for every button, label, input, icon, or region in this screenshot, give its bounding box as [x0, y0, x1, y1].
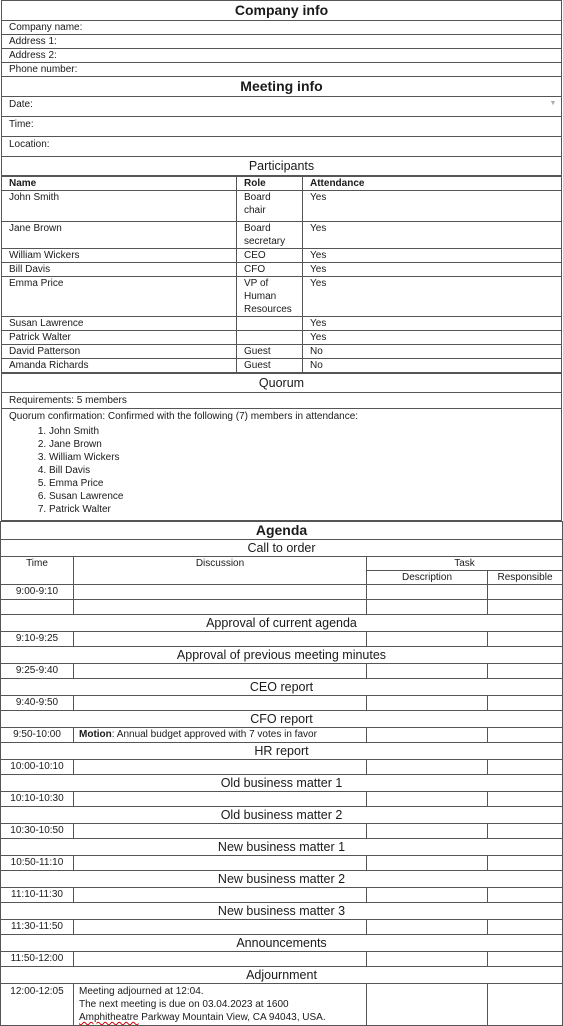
slot-responsible[interactable]: [488, 664, 563, 679]
adjournment-line-1: Meeting adjourned at 12:04.: [79, 986, 204, 997]
date-label: Date:: [9, 99, 33, 110]
address-2-field[interactable]: Address 2:: [2, 49, 562, 63]
slot-description[interactable]: [367, 664, 488, 679]
participant-name: Emma Price: [2, 277, 237, 317]
agenda-title: Agenda: [1, 522, 563, 540]
adjournment-line-3: [79, 1011, 361, 1024]
participant-attendance: Yes: [303, 222, 562, 249]
slot-time: 10:00-10:10: [1, 760, 74, 775]
participant-name: Amanda Richards: [2, 359, 237, 373]
header-discussion: Discussion: [74, 557, 367, 585]
header-role: Role: [237, 177, 303, 191]
address-1-field[interactable]: Address 1:: [2, 35, 562, 49]
slot-responsible[interactable]: [488, 888, 563, 903]
date-field[interactable]: [2, 97, 562, 117]
slot-time: 9:10-9:25: [1, 632, 74, 647]
location-field[interactable]: Location:: [2, 137, 562, 157]
header-attendance: Attendance: [303, 177, 562, 191]
slot-responsible[interactable]: [488, 856, 563, 871]
section-title: HR report: [1, 743, 563, 760]
section-title: New business matter 1: [1, 839, 563, 856]
slot-description[interactable]: [367, 856, 488, 871]
motion-label: Motion: [79, 729, 112, 740]
slot-responsible[interactable]: [488, 792, 563, 807]
call-to-order-title: Call to order: [1, 540, 563, 557]
section-title: CEO report: [1, 679, 563, 696]
participant-role: VP of Human Resources: [237, 277, 303, 317]
slot-responsible[interactable]: [488, 952, 563, 967]
adjournment-title: Adjournment: [1, 967, 563, 984]
participant-role: CFO: [237, 263, 303, 277]
section-title: New business matter 3: [1, 903, 563, 920]
section-title: Approval of current agenda: [1, 615, 563, 632]
participants-title: Participants: [2, 157, 562, 176]
table-row: [2, 222, 562, 249]
slot-discussion[interactable]: [74, 824, 367, 839]
slot-time: 12:00-12:05: [1, 984, 74, 1026]
participant-name: William Wickers: [2, 249, 237, 263]
participant-role: [237, 317, 303, 331]
participant-attendance: No: [303, 359, 562, 373]
list-item: 3. William Wickers: [49, 451, 554, 464]
slot-discussion[interactable]: [74, 984, 367, 1026]
table-row: [2, 317, 562, 331]
list-item: 5. Emma Price: [49, 477, 554, 490]
participant-name: Susan Lawrence: [2, 317, 237, 331]
chevron-down-icon[interactable]: ▼: [549, 100, 557, 107]
slot-description[interactable]: [367, 920, 488, 935]
participant-role: Board secretary: [237, 222, 303, 249]
participant-attendance: No: [303, 345, 562, 359]
header-time: Time: [1, 557, 74, 585]
agenda-table: [0, 521, 563, 1026]
phone-number-field[interactable]: Phone number:: [2, 63, 562, 77]
participant-role: [237, 331, 303, 345]
section-title: New business matter 2: [1, 871, 563, 888]
participants-table: [1, 176, 562, 373]
section-title: Old business matter 2: [1, 807, 563, 824]
slot-responsible[interactable]: [488, 920, 563, 935]
slot-discussion[interactable]: [74, 728, 367, 743]
spellcheck-word: Amphitheatre: [79, 1012, 139, 1023]
slot-time: 9:40-9:50: [1, 696, 74, 711]
slot-responsible[interactable]: [488, 728, 563, 743]
table-row: [2, 345, 562, 359]
adjournment-line-2: The next meeting is due on 03.04.2023 at 1600: [79, 999, 289, 1010]
slot-responsible[interactable]: [488, 760, 563, 775]
list-item: 7. Patrick Walter: [49, 503, 554, 516]
slot-description[interactable]: [367, 760, 488, 775]
participant-role: Guest: [237, 345, 303, 359]
time-field[interactable]: Time:: [2, 117, 562, 137]
quorum-table: [1, 373, 562, 521]
slot-responsible[interactable]: [488, 696, 563, 711]
header-task: Task: [367, 557, 563, 571]
slot-description[interactable]: [367, 888, 488, 903]
participant-attendance: Yes: [303, 191, 562, 222]
participant-attendance: Yes: [303, 263, 562, 277]
slot-description[interactable]: [367, 952, 488, 967]
slot-discussion[interactable]: [74, 920, 367, 935]
participant-attendance: Yes: [303, 277, 562, 317]
table-row: [2, 191, 562, 222]
participant-name: Bill Davis: [2, 263, 237, 277]
slot-discussion[interactable]: [74, 664, 367, 679]
section-title: CFO report: [1, 711, 563, 728]
slot-description[interactable]: [367, 632, 488, 647]
slot-description[interactable]: [367, 824, 488, 839]
table-row: [2, 249, 562, 263]
slot-responsible[interactable]: [488, 600, 563, 615]
slot-discussion[interactable]: [74, 585, 367, 600]
participant-role: Guest: [237, 359, 303, 373]
slot-time: 9:25-9:40: [1, 664, 74, 679]
participant-attendance: Yes: [303, 331, 562, 345]
section-title: Old business matter 1: [1, 775, 563, 792]
slot-discussion[interactable]: [74, 600, 367, 615]
slot-responsible[interactable]: [488, 632, 563, 647]
quorum-members-list: [9, 425, 554, 516]
participant-name: John Smith: [2, 191, 237, 222]
table-row: [2, 263, 562, 277]
slot-description[interactable]: [367, 984, 488, 1026]
slot-discussion[interactable]: [74, 792, 367, 807]
list-item: 4. Bill Davis: [49, 464, 554, 477]
quorum-confirmation-cell: [2, 409, 562, 521]
table-row: [2, 277, 562, 317]
slot-description[interactable]: [367, 696, 488, 711]
slot-time: 10:30-10:50: [1, 824, 74, 839]
slot-discussion[interactable]: [74, 888, 367, 903]
section-title: Announcements: [1, 935, 563, 952]
meeting-info-title: Meeting info: [2, 77, 562, 97]
quorum-title: Quorum: [2, 374, 562, 393]
table-row: [2, 359, 562, 373]
participant-name: Patrick Walter: [2, 331, 237, 345]
quorum-confirmation: Quorum confirmation: Confirmed with the following (7) members in attendance:: [9, 411, 359, 422]
header-description: Description: [367, 571, 488, 585]
participant-name: Jane Brown: [2, 222, 237, 249]
slot-responsible[interactable]: [488, 585, 563, 600]
slot-time: 10:50-11:10: [1, 856, 74, 871]
slot-description[interactable]: [367, 600, 488, 615]
list-item: 2. Jane Brown: [49, 438, 554, 451]
slot-responsible[interactable]: [488, 984, 563, 1026]
section-title: Approval of previous meeting minutes: [1, 647, 563, 664]
header-name: Name: [2, 177, 237, 191]
company-info-title: Company info: [2, 1, 562, 21]
slot-time: 11:30-11:50: [1, 920, 74, 935]
slot-discussion[interactable]: [74, 856, 367, 871]
quorum-requirements: Requirements: 5 members: [2, 393, 562, 409]
list-item: 6. Susan Lawrence: [49, 490, 554, 503]
company-info-table: [1, 0, 562, 176]
list-item: 1. John Smith: [49, 425, 554, 438]
slot-description[interactable]: [367, 728, 488, 743]
participant-name: David Patterson: [2, 345, 237, 359]
motion-text: : Annual budget approved with 7 votes in favor: [111, 729, 317, 740]
slot-responsible[interactable]: [488, 824, 563, 839]
table-row: [2, 331, 562, 345]
participant-attendance: Yes: [303, 317, 562, 331]
participant-role: Board chair: [237, 191, 303, 222]
slot-discussion[interactable]: [74, 760, 367, 775]
participant-role: CEO: [237, 249, 303, 263]
slot-description[interactable]: [367, 792, 488, 807]
slot-time: 9:50-10:00: [1, 728, 74, 743]
slot-discussion[interactable]: [74, 632, 367, 647]
slot-time: 11:10-11:30: [1, 888, 74, 903]
adjournment-address-rest: Parkway Mountain View, CA 94043, USA.: [138, 1012, 326, 1023]
slot-time[interactable]: [1, 600, 74, 615]
company-name-field[interactable]: Company name:: [2, 21, 562, 35]
slot-description[interactable]: [367, 585, 488, 600]
slot-discussion[interactable]: [74, 696, 367, 711]
header-responsible: Responsible: [488, 571, 563, 585]
participant-attendance: Yes: [303, 249, 562, 263]
slot-time: 11:50-12:00: [1, 952, 74, 967]
slot-time: 10:10-10:30: [1, 792, 74, 807]
slot-discussion[interactable]: [74, 952, 367, 967]
slot-time: 9:00-9:10: [1, 585, 74, 600]
